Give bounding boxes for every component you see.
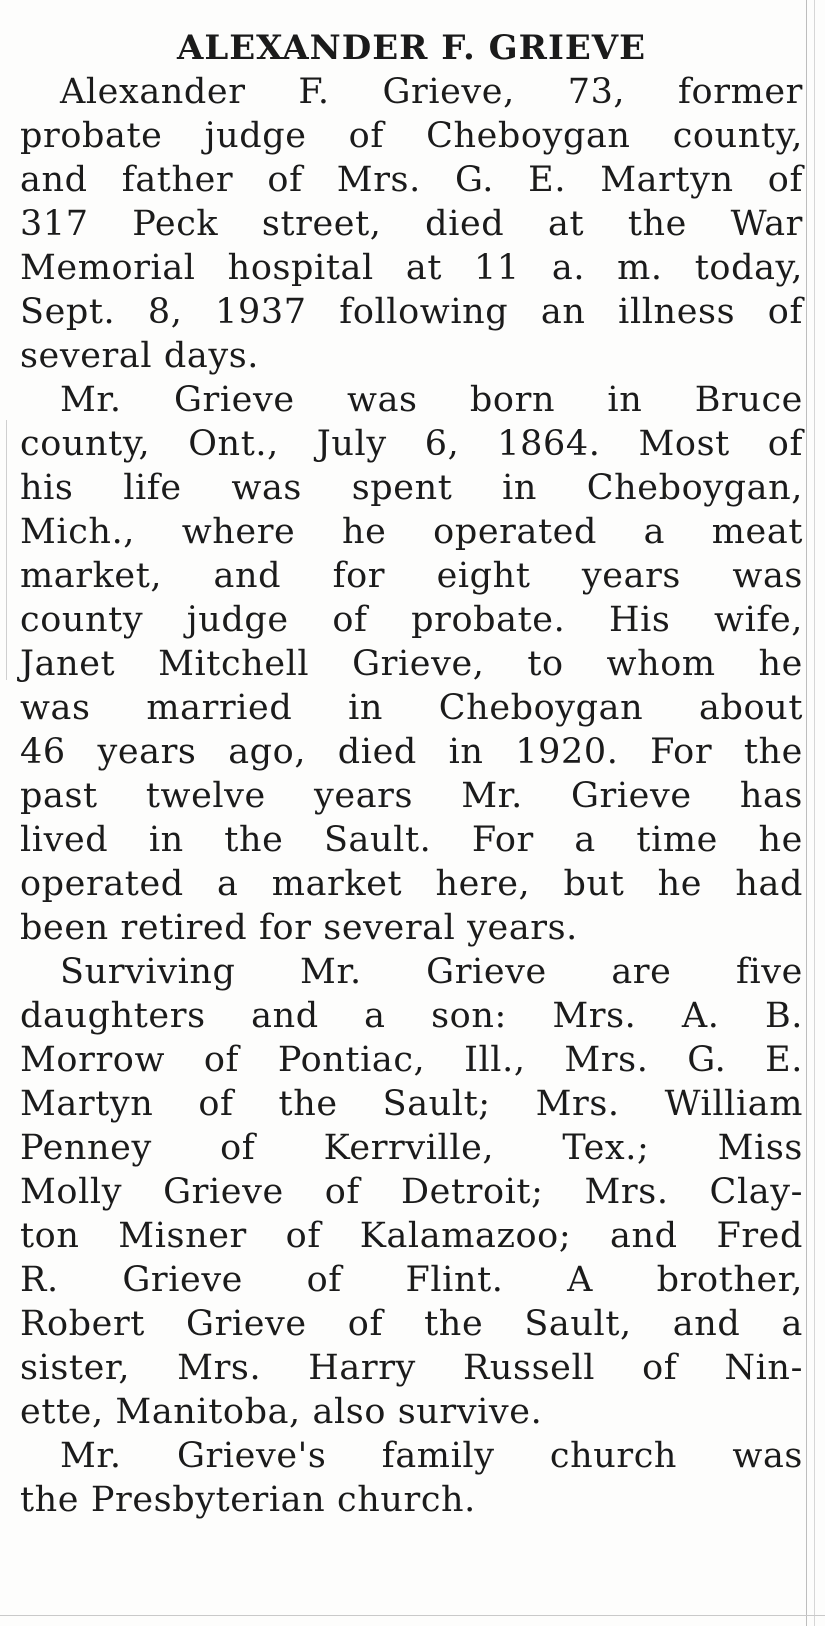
text-line: and father of Mrs. G. E. Martyn of xyxy=(20,160,803,200)
text-line: Martyn of the Sault; Mrs. William xyxy=(20,1084,803,1124)
text-line: Alexander F. Grieve, 73, former xyxy=(60,72,803,112)
text-line: Molly Grieve of Detroit; Mrs. Clay- xyxy=(20,1172,803,1212)
text-line: ton Misner of Kalamazoo; and Fred xyxy=(20,1216,803,1256)
text-line: Morrow of Pontiac, Ill., Mrs. G. E. xyxy=(20,1040,803,1080)
text-line: market, and for eight years was xyxy=(20,556,803,596)
text-line: Janet Mitchell Grieve, to whom he xyxy=(20,644,803,684)
text-line: Surviving Mr. Grieve are five xyxy=(60,952,803,992)
text-line: probate judge of Cheboygan county, xyxy=(20,116,803,156)
text-line: been retired for several years. xyxy=(20,908,578,948)
text-line: past twelve years Mr. Grieve has xyxy=(20,776,803,816)
paragraph-biography xyxy=(20,378,803,950)
column-rule-left xyxy=(6,420,7,680)
text-line: Mr. Grieve's family church was xyxy=(60,1436,803,1476)
text-line: daughters and a son: Mrs. A. B. xyxy=(20,996,803,1036)
paragraph-survivors xyxy=(20,950,803,1434)
column-rule-right xyxy=(806,0,807,1626)
text-line: ette, Manitoba, also survive. xyxy=(20,1392,543,1432)
text-line: county judge of probate. His wife, xyxy=(20,600,803,640)
obituary-headline: ALEXANDER F. GRIEVE xyxy=(176,28,647,68)
text-line: operated a market here, but he had xyxy=(20,864,803,904)
text-line: sister, Mrs. Harry Russell of Nin- xyxy=(20,1348,803,1388)
obituary-body xyxy=(20,70,803,1522)
column-rule-right-outer xyxy=(814,0,815,1626)
text-line: was married in Cheboygan about xyxy=(20,688,803,728)
text-line: county, Ont., July 6, 1864. Most of xyxy=(20,424,803,464)
column-rule-bottom xyxy=(0,1615,825,1616)
text-line: Sept. 8, 1937 following an illness of xyxy=(20,292,803,332)
text-line: 46 years ago, died in 1920. For the xyxy=(20,732,803,772)
text-line: Robert Grieve of the Sault, and a xyxy=(20,1304,803,1344)
text-line: Mr. Grieve was born in Bruce xyxy=(60,380,803,420)
text-line: lived in the Sault. For a time he xyxy=(20,820,803,860)
text-line: Memorial hospital at 11 a. m. today, xyxy=(20,248,803,288)
text-line: R. Grieve of Flint. A brother, xyxy=(20,1260,803,1300)
text-line: several days. xyxy=(20,336,260,376)
paragraph-death-notice xyxy=(20,70,803,378)
text-line: Penney of Kerrville, Tex.; Miss xyxy=(20,1128,803,1168)
text-line: his life was spent in Cheboygan, xyxy=(20,468,803,508)
paragraph-church xyxy=(20,1434,803,1522)
text-line: 317 Peck street, died at the War xyxy=(20,204,803,244)
text-line: the Presbyterian church. xyxy=(20,1480,476,1520)
text-line: Mich., where he operated a meat xyxy=(20,512,803,552)
